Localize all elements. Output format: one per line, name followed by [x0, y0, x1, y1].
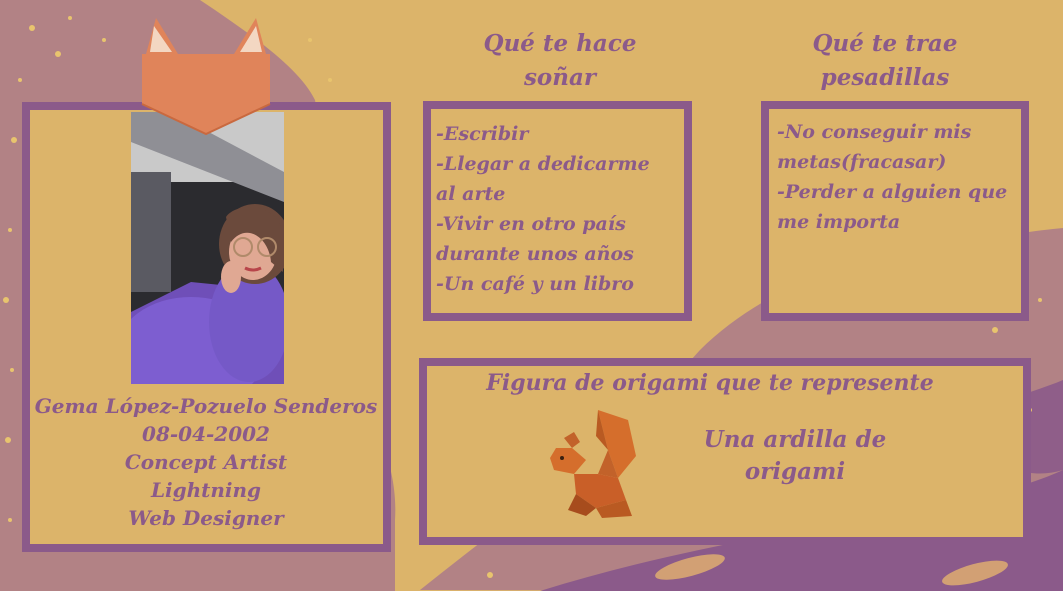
profile-birthdate: 08-04-2002 — [142, 422, 270, 446]
nightmares-heading — [770, 27, 1000, 95]
origami-answer-line: Una ardilla de — [703, 426, 887, 453]
list-item: -Vivir en otro país durante unos años — [436, 213, 634, 265]
dreams-list — [436, 119, 672, 299]
profile-photo — [131, 112, 284, 384]
nightmares-title-line: pesadillas — [820, 64, 950, 91]
profile-role: Web Designer — [128, 506, 284, 530]
origami-answer-line: origami — [744, 458, 846, 485]
profile-info — [24, 392, 388, 532]
dreams-panel — [423, 101, 692, 321]
dreams-title-line: Qué te hace — [483, 30, 637, 57]
squirrel-icon — [546, 408, 646, 520]
list-item: -Llegar a dedicarme al arte — [436, 153, 650, 205]
list-item: -Un café y un libro — [436, 273, 634, 295]
profile-name: Gema López-Pozuelo Senderos — [34, 394, 378, 418]
fox-icon — [138, 14, 274, 136]
dreams-title-line: soñar — [523, 64, 597, 91]
origami-answer — [680, 424, 910, 488]
profile-role: Lightning — [150, 478, 262, 502]
origami-title: Figura de origami que te represente — [486, 370, 934, 396]
profile-role: Concept Artist — [124, 450, 288, 474]
list-item: -Escribir — [436, 123, 529, 145]
nightmares-list — [777, 117, 1011, 237]
dreams-heading — [440, 27, 680, 95]
nightmares-title-line: Qué te trae — [812, 30, 958, 57]
list-item: -No conseguir mis metas(fracasar) — [777, 121, 972, 173]
nightmares-panel — [761, 101, 1029, 321]
list-item: -Perder a alguien que me importa — [777, 181, 1008, 233]
